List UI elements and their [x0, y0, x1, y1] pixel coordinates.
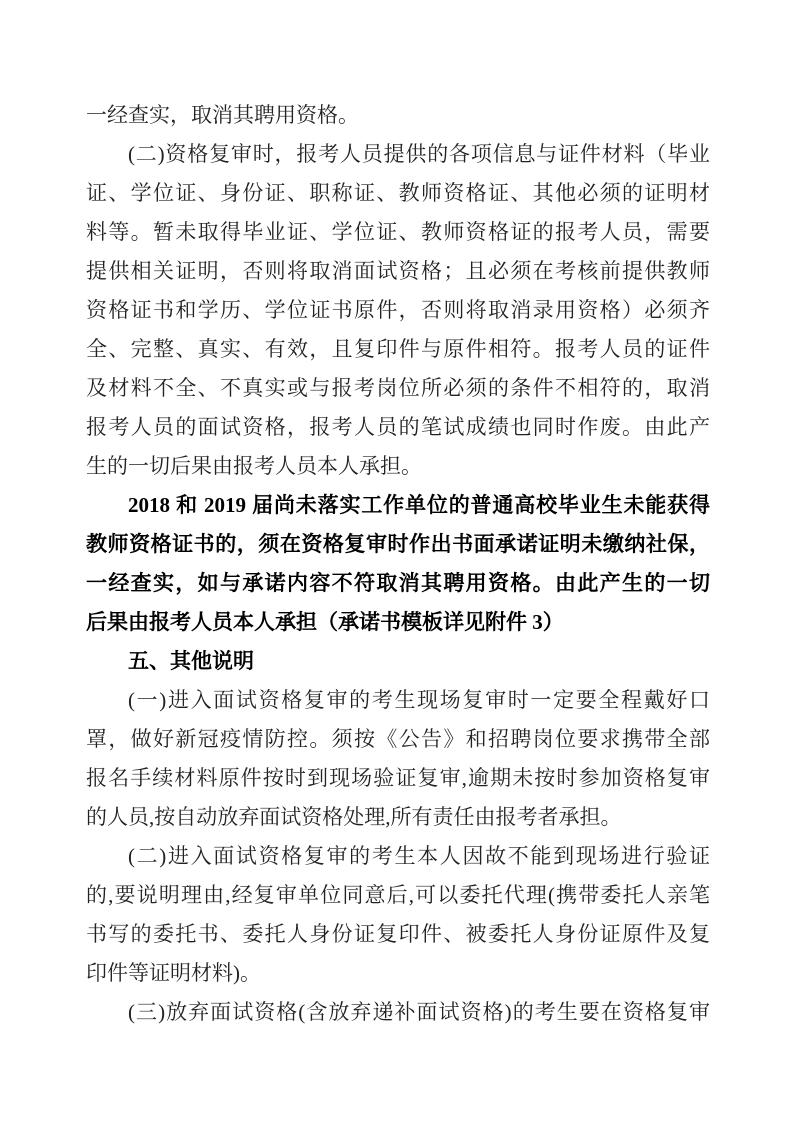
text-line: 的人员,按自动放弃面试资格处理,所有责任由报考者承担。: [86, 805, 622, 829]
text-line: 生的一切后果由报考人员本人承担。: [86, 454, 422, 478]
text-line: 后果由报考人员本人承担（承诺书模板详见附件 3）: [86, 610, 564, 634]
text-line: 报名手续材料原件按时到现场验证复审,逾期未按时参加资格复审: [86, 766, 710, 790]
text-line: 料等。暂未取得毕业证、学位证、教师资格证的报考人员，需要: [86, 220, 710, 244]
document-body: [86, 96, 710, 1032]
text-line: 教师资格证书的，须在资格复审时作出书面承诺证明未缴纳社保，: [86, 532, 710, 556]
text-line: 五、其他说明: [128, 649, 254, 673]
text-line: 的,要说明理由,经复审单位同意后,可以委托代理(携带委托人亲笔: [86, 883, 710, 907]
text-line: 资格证书和学历、学位证书原件，否则将取消录用资格）必须齐: [86, 298, 710, 322]
text-line: 罩，做好新冠疫情防控。须按《公告》和招聘岗位要求携带全部: [86, 727, 710, 751]
text-line: 一经查实，取消其聘用资格。: [86, 103, 359, 127]
text-line: 证、学位证、身份证、职称证、教师资格证、其他必须的证明材: [86, 181, 710, 205]
text-line: (三)放弃面试资格(含放弃递补面试资格)的考生要在资格复审: [128, 1000, 710, 1024]
text-line: 2018 和 2019 届尚未落实工作单位的普通高校毕业生未能获得: [128, 493, 710, 517]
text-line: 一经查实，如与承诺内容不符取消其聘用资格。由此产生的一切: [86, 571, 710, 595]
text-line: (二)进入面试资格复审的考生本人因故不能到现场进行验证: [128, 844, 710, 868]
text-line: 报考人员的面试资格，报考人员的笔试成绩也同时作废。由此产: [86, 415, 710, 439]
text-line: 及材料不全、不真实或与报考岗位所必须的条件不相符的，取消: [86, 376, 710, 400]
text-line: 印件等证明材料)。: [86, 961, 261, 985]
text-line: 书写的委托书、委托人身份证复印件、被委托人身份证原件及复: [86, 922, 710, 946]
text-line: 提供相关证明，否则将取消面试资格；且必须在考核前提供教师: [86, 259, 710, 283]
text-line: 全、完整、真实、有效，且复印件与原件相符。报考人员的证件: [86, 337, 710, 361]
text-line: (一)进入面试资格复审的考生现场复审时一定要全程戴好口: [128, 688, 710, 712]
text-line: (二)资格复审时，报考人员提供的各项信息与证件材料（毕业: [128, 142, 710, 166]
